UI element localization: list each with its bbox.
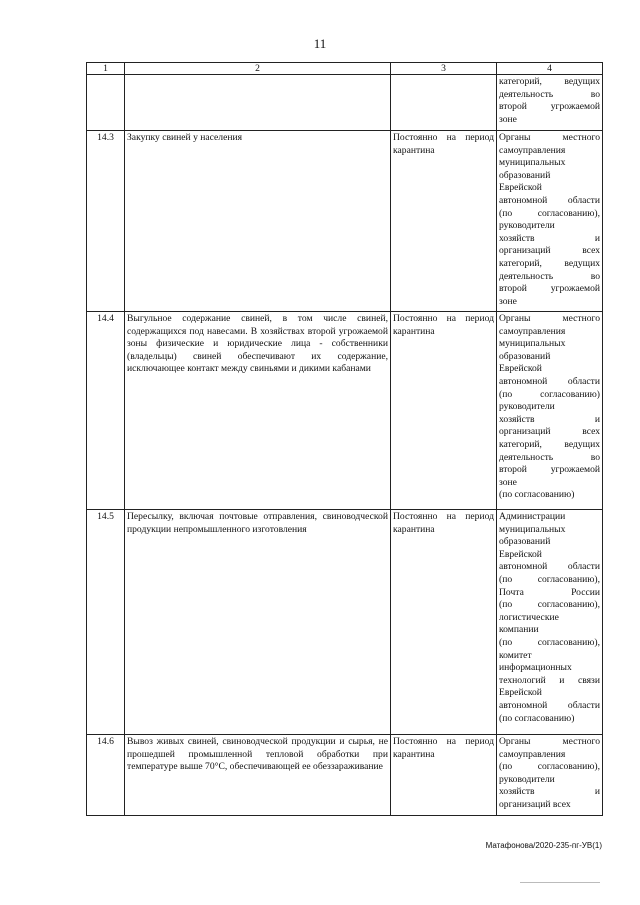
responsible-line: руководители (499, 220, 555, 232)
responsible-line: автономной области (499, 194, 600, 206)
responsible-line: образований (499, 350, 551, 362)
item-number: 14.6 (87, 735, 125, 816)
responsible-line: (по согласованию) (499, 489, 575, 501)
responsible-line: Почта России (499, 586, 600, 598)
responsible-line: Еврейской (499, 363, 542, 375)
responsible-line: автономной области (499, 561, 600, 573)
responsible-line: технологий и связи (499, 674, 600, 686)
item-number: 14.3 (87, 131, 125, 312)
table-row (87, 75, 603, 131)
responsible-line: муниципальных (499, 338, 566, 350)
responsible-line: самоуправления (499, 144, 566, 156)
responsible-line: деятельность во (499, 270, 600, 282)
responsible-line: (по согласованию) (499, 712, 575, 724)
responsible-line: логистические (499, 611, 559, 623)
column-header: 4 (497, 63, 603, 75)
measure-description: Вывоз живых свиней, свиноводческой продукции и сырья, не прошедшей промышленной тепловой обработки при температуре выше 70°С, обеспечивающей ее обеззараживание (125, 735, 391, 816)
responsible-line: руководители (499, 773, 555, 785)
document-code: Матафонова/2020-235-пг-УВ(1) (485, 841, 602, 850)
responsible-line: зоне (499, 113, 517, 125)
measure-period: Постоянно на период карантина (391, 735, 497, 816)
responsible-parties (497, 131, 603, 312)
responsible-line: деятельность во (499, 451, 600, 463)
responsible-line: деятельность во (499, 88, 600, 100)
page-number: 11 (313, 36, 327, 51)
measure-description: Закупку свиней у населения (125, 131, 391, 312)
responsible-line: (по согласованию), (499, 573, 600, 585)
responsible-line: (по согласованию), (499, 761, 600, 773)
responsible-parties (497, 510, 603, 735)
item-number: 14.5 (87, 510, 125, 735)
responsible-line: Органы местного (499, 132, 600, 143)
responsible-line: второй угрожаемой (499, 464, 600, 476)
table-row (87, 510, 603, 735)
responsible-line: категорий, ведущих (499, 438, 600, 450)
column-header: 3 (391, 63, 497, 75)
measure-description: Выгульное содержание свиней, в том числе свиней, содержащихся под навесами. В хозяйствах второй угрожаемой зоны физические и юридические лица - собственники (владельцы) свиней обеспечивают их содержание, исключающее контакт между свиньями и дикими кабанами (125, 312, 391, 510)
measure-period: Постоянно на период карантина (391, 131, 497, 312)
responsible-line: Органы местного (499, 736, 600, 747)
table-row (87, 735, 603, 816)
responsible-line: категорий, ведущих (499, 257, 600, 269)
responsible-line: самоуправления (499, 325, 566, 337)
measures-table (86, 62, 603, 816)
responsible-line: Еврейской (499, 548, 542, 560)
responsible-parties (497, 75, 603, 131)
responsible-line: комитет (499, 649, 532, 661)
responsible-line: организаций всех (499, 245, 600, 257)
column-header: 2 (125, 63, 391, 75)
responsible-line: автономной области (499, 699, 600, 711)
table-row (87, 131, 603, 312)
responsible-line: хозяйств и (499, 232, 600, 244)
responsible-line: организаций всех (499, 798, 571, 810)
responsible-line: (по согласованию), (499, 599, 600, 611)
responsible-line: Еврейской (499, 687, 542, 699)
responsible-line: образований (499, 169, 551, 181)
responsible-line: категорий, ведущих (499, 76, 600, 87)
table-header-row (87, 63, 603, 75)
responsible-line: (по согласованию), (499, 636, 600, 648)
responsible-parties (497, 312, 603, 510)
column-header: 1 (87, 63, 125, 75)
responsible-line: муниципальных (499, 523, 566, 535)
responsible-line: хозяйств и (499, 786, 600, 798)
responsible-line: компании (499, 624, 539, 636)
responsible-line: муниципальных (499, 157, 566, 169)
responsible-line: образований (499, 536, 551, 548)
responsible-line: (по согласованию), (499, 207, 600, 219)
responsible-line: второй угрожаемой (499, 283, 600, 295)
responsible-line: хозяйств и (499, 413, 600, 425)
measure-description (125, 75, 391, 131)
measure-period: Постоянно на период карантина (391, 312, 497, 510)
responsible-line: информационных (499, 662, 572, 674)
footer-divider (520, 882, 600, 883)
responsible-line: автономной области (499, 375, 600, 387)
responsible-line: зоне (499, 295, 517, 307)
responsible-line: Еврейской (499, 182, 542, 194)
responsible-line: руководители (499, 401, 555, 413)
item-number: 14.4 (87, 312, 125, 510)
responsible-line: (по согласованию) (499, 388, 600, 400)
measure-period (391, 75, 497, 131)
responsible-parties (497, 735, 603, 816)
measure-description: Пересылку, включая почтовые отправления, свиноводческой продукции непромышленного изготовления (125, 510, 391, 735)
item-number (87, 75, 125, 131)
table-row (87, 312, 603, 510)
responsible-line: организаций всех (499, 426, 600, 438)
responsible-line: Администрации (499, 511, 566, 522)
responsible-line: второй угрожаемой (499, 101, 600, 113)
responsible-line: зоне (499, 476, 517, 488)
responsible-line: Органы местного (499, 313, 600, 324)
measure-period: Постоянно на период карантина (391, 510, 497, 735)
responsible-line: самоуправления (499, 748, 566, 760)
